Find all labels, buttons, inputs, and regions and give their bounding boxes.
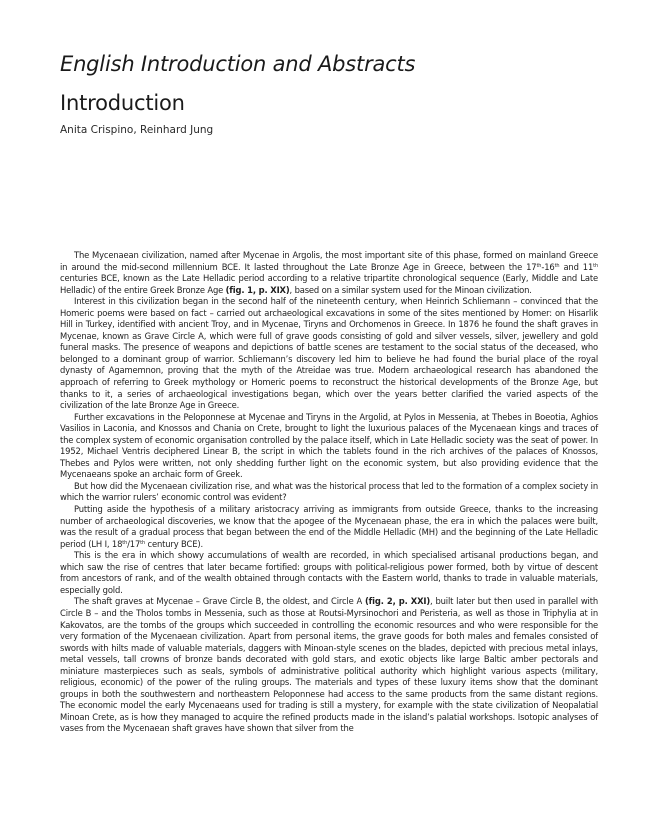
paragraph — [60, 504, 598, 550]
paragraph — [60, 596, 598, 735]
text-segment: century BCE). — [145, 538, 203, 549]
paragraph — [60, 550, 598, 596]
text-segment: This is the era in which showy accumulations of wealth are recorded, in which specialised artisanal productions began, and which saw the rise of centres that later became fortified: groups with political-religious power formed, both by virtue of descent from ancestors of rank, and of the wealth obtained through contacts with the Eastern world, thanks to trade in valuable materials, especially gold. — [60, 550, 598, 595]
text-segment: Further excavations in the Peloponnese at Mycenae and Tiryns in the Argolid, at Pylos in Messenia, at Thebes in Boeotia, Aghios Vasilios in Laconia, and Knossos and Chania on Crete, brought to light the luxurious palaces of the Mycenaean kings and traces of the complex system of economic organisation controlled by the palace itself, which in Late Helladic society was the seat of power. In 1952, Michael Ventris deciphered Linear B, the script in which the tablets found in the rich archives of the palaces of Knossos, Thebes and Pylos were written, not only shedding further light on the economic system, but also providing evidence that the Mycenaeans spoke an archaic form of Greek. — [60, 411, 598, 480]
ordinal-suffix: th — [140, 539, 146, 546]
text-segment: -16 — [541, 261, 555, 272]
figure-reference: (fig. 2, p. XXI) — [364, 596, 431, 607]
figure-reference: (fig. 1, p. XIX) — [225, 284, 290, 295]
text-segment: Putting aside the hypothesis of a military aristocracy arriving as immigrants from outside Greece, thanks to the increasing number of archaeological discoveries, we know that the apogee of the Mycenaean phase, the era in which the palaces were built, was the result of a gradual process that began between the end of the Middle Helladic (MH) and the beginning of the Late Helladic period (LH I, 18 — [60, 504, 598, 549]
chapter-title: Introduction — [60, 91, 185, 115]
text-segment: The shaft graves at Mycenae – Grave Circle B, the oldest, and Circle A — [74, 596, 365, 607]
text-segment: , built later but then used in parallel with Circle B – and the Tholos tombs in Messenia, such as those at Routsi-Myrsinochori and Peristeria, as well as those in Triphylia at in Kakovatos, are the tombs of the groups which succeeded in controlling the economic resources and who were responsible for the very formation of the Mycenaean civilization. Apart from personal items, the grave goods for both males and females consisted of swords with hilts made of valuable materials, daggers with Minoan-style scenes on the blades, depicted with precious metal inlays, metal vessels, tall crowns of bronze bands decorated with gold stars, and exotic objects like large Baltic amber pectorals and miniature masterpieces such as seals, symbols of administrative political authority which highlight various aspects (military, religious, economic) of the power of the ruling groups. The materials and types of these luxury items show that the dominant groups in both the southwestern and northeastern Peloponnese had access to the same products from the same distant regions. The economic model the early Mycenaeans used for trading is still a mystery, for example with the state civilization of Neopalatial Minoan Crete, as is how they managed to acquire the refined products made in the island’s palatial workshops. Isotopic analyses of vases from the Mycenaean shaft graves have shown that silver from the — [60, 596, 599, 734]
text-segment: centuries BCE, known as the Late Helladic period according to a relative tripartite chronological sequence (Early, Middle and Late Helladic) of the entire Greek Bronze Age — [60, 273, 598, 295]
authors: Anita Crispino, Reinhard Jung — [60, 124, 214, 136]
text-segment: , based on a similar system used for the Minoan civilization. — [289, 284, 532, 295]
paragraph — [60, 296, 598, 411]
body-text — [60, 250, 598, 735]
paragraph — [60, 250, 598, 296]
ordinal-suffix: th — [554, 262, 560, 269]
text-segment: Interest in this civilization began in the second half of the nineteenth century, when Heinrich Schliemann – convinced that the Homeric poems were based on fact – carried out archaeological excavations in some of the sites mentioned by Homer: on Hisarlik Hill in Turkey, identified with ancient Troy, and in Mycenae, Tiryns and Orchomenos in Greece. In 1876 he found the shaft graves in Mycenae, known as Grave Circle A, which were full of grave goods consisting of gold and silver vessels, silver, jewellery and gold funeral masks. The presence of weapons and depictions of battle scenes are testament to the social status of the deceased, who belonged to a dominant group of warrior. Schliemann’s discovery led him to believe he had found the burial place of the royal dynasty of Agamemnon, proving that the myth of the Atreidae was true. Modern archaeological research has abandoned the approach of referring to Greek mythology or Homeric poems to reconstruct the historical developments of the Bronze Age, but thanks to it, a series of archaeological investigations began, which over the years better clarified the varied aspects of the civilization of the late Bronze Age in Greece. — [60, 296, 598, 411]
ordinal-suffix: th — [122, 539, 128, 546]
ordinal-suffix: th — [536, 262, 542, 269]
paragraph — [60, 412, 598, 481]
text-segment: /17 — [127, 538, 141, 549]
paragraph — [60, 481, 598, 504]
text-segment: The Mycenaean civilization, named after Mycenae in Argolis, the most important site of this phase, formed on mainland Greece in around the mid-second millennium BCE. It lasted throughout the Late Bronze Age in Greece, between the 17 — [60, 250, 598, 272]
section-title: English Introduction and Abstracts — [60, 52, 416, 76]
ordinal-suffix: th — [593, 262, 598, 269]
text-segment: But how did the Mycenaean civilization rise, and what was the historical process that led to the formation of a complex society in which the warrior rulers’ economic control was evident? — [60, 480, 598, 503]
text-segment: and 11 — [559, 261, 594, 272]
